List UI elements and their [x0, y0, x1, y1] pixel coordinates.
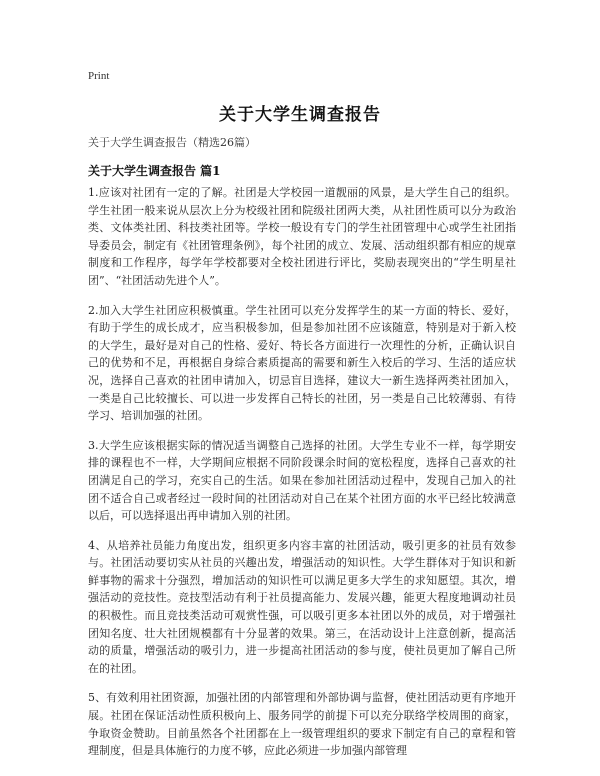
document-title: 关于大学生调查报告	[219, 105, 381, 125]
paragraph-2: 2.加入大学生社团应积极慎重。学生社团可以充分发挥学生的某一方面的特长、爱好，有助于学生的成长成才，应当积极参加，但是参加社团不应该随意，特别是对于新入校的大学生，最好是对自己的性格、爱好、特长各方面进行一次理性的分析，正确认识自己的优势和不足，再根据自身综合素质提高的需要和新生入校后的学习、生活的适应状况，选择自己喜欢的社团申请加入，切忌盲目选择，建议大一新生选择两类社团加入，一类是自己比较擅长、可以进一步发挥自己特长的社团，另一类是自己比较薄弱、有待学习、培训加强的社团。	[88, 303, 516, 423]
print-link[interactable]: Print	[88, 70, 110, 82]
section-heading: 关于大学生调查报告 篇1	[88, 164, 221, 178]
paragraph-4: 4、从培养社员能力角度出发，组织更多内容丰富的社团活动，吸引更多的社员有效参与。社团活动要切实从社员的兴趣出发，增强活动的知识性。大学生群体对于知识和新鲜事物的需求十分强烈，增加活动的知识性可以满足更多大学生的求知愿望。其次，增强活动的竞技性。竞技型活动有利于社员提高能力、发展兴趣，能更大程度地调动社员的积极性。而且竞技类活动可观赏性强，可以吸引更多本社团以外的成员，对于增强社团知名度、壮大社团规模都有十分显著的效果。第三，在活动设计上注意创新，提高活动的质量，增强活动的吸引力，进一步提高社团活动的参与度，使社员更加了解自己所在的社团。	[88, 538, 516, 675]
document-body	[88, 184, 516, 772]
paragraph-3: 3.大学生应该根据实际的情况适当调整自己选择的社团。大学生专业不一样，每学期安排的课程也不一样，大学期间应根据不同阶段课余时间的宽松程度，选择自己喜欢的社团满足自己的学习，充实自己的生活。如果在参加社团活动过程中，发现自己加入的社团不适合自己或者经过一段时间的社团活动对自己在某个社团方面的水平已经比较满意以后，可以选择退出再申请加入别的社团。	[88, 438, 516, 523]
document-subtitle: 关于大学生调查报告（精选26篇）	[88, 136, 256, 149]
paragraph-1: 1.应该对社团有一定的了解。社团是大学校园一道靓丽的风景，是大学生自己的组织。学生社团一般来说从层次上分为校级社团和院级社团两大类，从社团性质可以分为政治类、文体类社团、科技类社团等。学校一般设有专门的学生社团管理中心或学生社团指导委员会，制定有《社团管理条例》，每个社团的成立、发展、活动组织都有相应的规章制度和工作程序，每学年学校都要对全校社团进行评比，奖励表现突出的“学生明星社团”、“社团活动先进个人”。	[88, 186, 516, 287]
paragraph-5: 5、有效利用社团资源，加强社团的内部管理和外部协调与监督，使社团活动更有序地开展。社团在保证活动性质积极向上、服务同学的前提下可以充分联络学校周围的商家，争取资金赞助。目前虽然各个社团都在上一级管理组织的要求下制定有自己的章程和管理制度，但是具体施行的力度不够，应此必须进一步加强内部管理	[88, 691, 516, 758]
